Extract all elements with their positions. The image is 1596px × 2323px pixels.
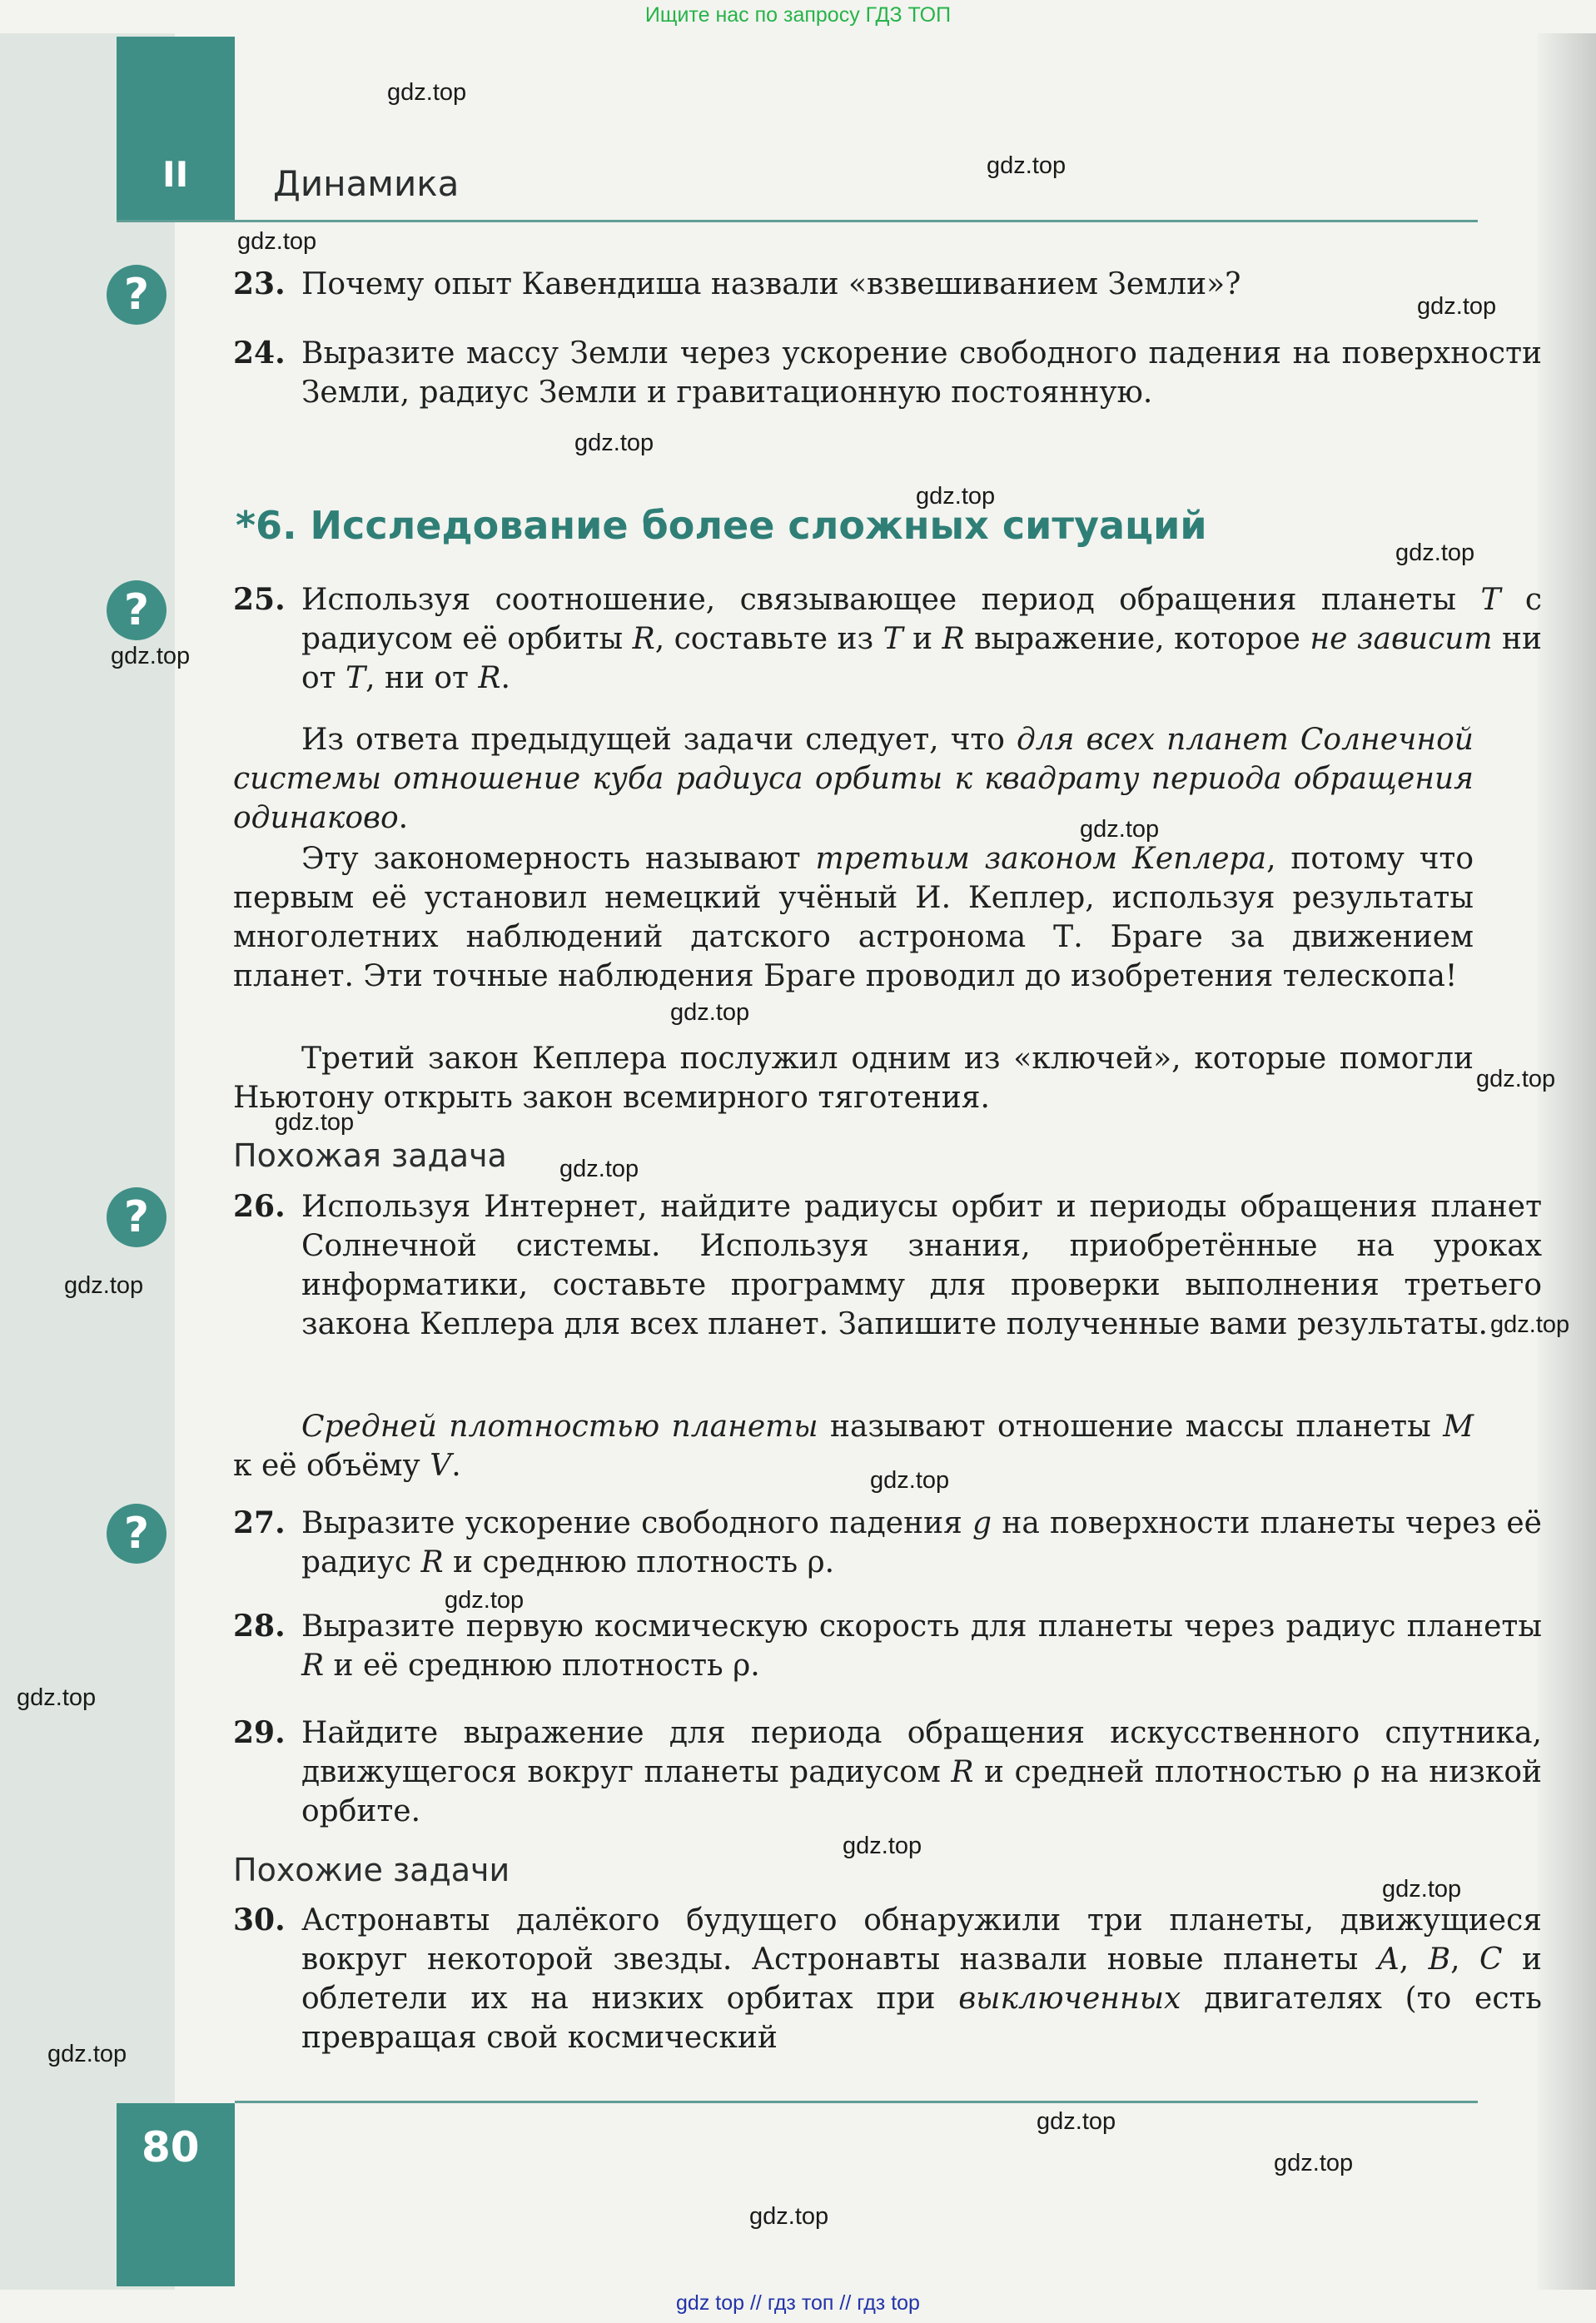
variable: g (972, 1506, 992, 1540)
watermark: gdz.top (916, 483, 996, 510)
watermark: gdz.top (987, 152, 1066, 179)
text-run: двигателях (то есть превращая свой космический (301, 1982, 1542, 2055)
variable: C (1479, 1942, 1503, 1977)
watermark: gdz.top (574, 430, 654, 456)
text-run: и (902, 622, 942, 656)
text-run: Эту закономерность называют (301, 842, 816, 876)
variable: B (1428, 1942, 1451, 1977)
text-run: , потому что первым её установил немецкий учёный И. Кеплер, используя результаты многолетних наблюдений датского астронома Т. Браге за движением планет. Эти точные наблюдения Браге проводил до изобретения телескопа! (233, 842, 1474, 993)
variable: R (478, 661, 501, 695)
task-28 (233, 1607, 1542, 1685)
text-run: ни от (301, 622, 1543, 695)
watermark: gdz.top (749, 2203, 829, 2230)
emphasis: выключенных (958, 1982, 1181, 2016)
text-run: Выразите первую космическую скорость для планеты через радиус планеты (301, 1609, 1542, 1644)
watermark: gdz.top (64, 1272, 144, 1299)
text-run: выражение, которое (964, 622, 1310, 656)
top-banner: Ищите нас по запросу ГДЗ ТОП (644, 3, 952, 27)
task-30 (233, 1901, 1542, 2057)
task-26 (233, 1187, 1542, 1344)
task-23 (233, 265, 1542, 304)
subhead-similar-task: Похожая задача (233, 1137, 507, 1174)
variable: R (951, 1755, 974, 1789)
task-25 (233, 580, 1542, 698)
text-run: , ни от (365, 661, 479, 695)
task-text: Почему опыт Кавендиша назвали «взвешиванием Земли»? (301, 267, 1241, 301)
subhead-similar-tasks: Похожие задачи (233, 1852, 510, 1888)
text-run: к её объёму (233, 1449, 430, 1483)
paragraph-conclusion (233, 720, 1474, 838)
footer-divider (235, 2101, 1478, 2103)
watermark: gdz.top (111, 643, 191, 669)
variable: M (1443, 1410, 1474, 1444)
task-29 (233, 1714, 1542, 1831)
variable: T (346, 661, 366, 695)
watermark: gdz.top (670, 999, 750, 1026)
watermark: gdz.top (237, 228, 317, 255)
text-run: Выразите ускорение свободного падения (301, 1506, 973, 1540)
text-run: , (1399, 1942, 1429, 1977)
task-24 (233, 334, 1542, 412)
section-title: *6. Исследование более сложных ситуаций (236, 503, 1207, 548)
watermark: gdz.top (1080, 816, 1160, 843)
watermark: gdz.top (1417, 293, 1497, 320)
page-edge-shadow (1538, 33, 1596, 2290)
text-run: и облетели их на низких орбитах при (301, 1942, 1543, 2016)
watermark: gdz.top (445, 1587, 525, 1614)
paragraph-key (233, 1039, 1474, 1117)
watermark: gdz.top (1490, 1311, 1570, 1338)
watermark: gdz.top (1382, 1876, 1462, 1903)
chapter-number: II (162, 154, 189, 195)
task-number: 26. (233, 1189, 286, 1224)
text-run: с радиусом её орбиты (301, 583, 1543, 656)
watermark: gdz.top (1274, 2150, 1354, 2176)
watermark: gdz.top (275, 1109, 355, 1136)
task-text: Используя Интернет, найдите радиусы орбит и периоды обращения планет Солнечной системы. Используя знания, приобретённые на уроках информатики, составьте программу для проверки выполнения третьего закона Кеплера для всех планет. Запишите полученные вами результаты. (301, 1190, 1542, 1341)
task-number: 27. (233, 1505, 286, 1540)
variable: T (1480, 583, 1501, 617)
variable: T (883, 622, 903, 656)
question-icon: ? (107, 1504, 167, 1564)
paragraph-density (233, 1407, 1474, 1485)
text-run: и её среднюю плотность ρ. (324, 1649, 760, 1683)
text-run: на поверхности планеты через её радиус (301, 1506, 1542, 1579)
watermark: gdz.top (47, 2041, 127, 2067)
left-margin-band (0, 33, 175, 2290)
watermark: gdz.top (387, 79, 467, 106)
question-icon: ? (107, 580, 167, 640)
task-text: Выразите массу Земли через ускорение свободного падения на поверхности Земли, радиус Земли и гравитационную постоянную. (301, 336, 1542, 410)
task-number: 24. (233, 336, 286, 371)
variable: R (942, 622, 965, 656)
paragraph-kepler (233, 839, 1474, 996)
text-run: Астронавты далёкого будущего обнаружили три планеты, движущиеся вокруг некоторой звезды. Астронавты назвали новые планеты (301, 1903, 1542, 1977)
watermark: gdz.top (843, 1833, 922, 1859)
text-run: и среднюю плотность ρ. (443, 1545, 835, 1579)
watermark: gdz.top (1476, 1066, 1556, 1092)
emphasis: Средней плотностью планеты (301, 1410, 818, 1444)
text-run: . (451, 1449, 461, 1483)
watermark: gdz.top (1037, 2108, 1116, 2135)
text-run: Третий закон Кеплера послужил одним из «ключей», которые помогли Ньютону открыть закон всемирного тяготения. (233, 1042, 1474, 1115)
text-run: . (398, 801, 409, 835)
text-run: Найдите выражение для периода обращения искусственного спутника, движущегося вокруг планеты радиусом (301, 1716, 1542, 1789)
task-number: 23. (233, 266, 286, 301)
page-title: Динамика (273, 163, 460, 204)
watermark: gdz.top (17, 1684, 97, 1711)
emphasis: не зависит (1310, 622, 1493, 656)
variable: A (1377, 1942, 1400, 1977)
task-number: 28. (233, 1609, 286, 1644)
variable: R (632, 622, 655, 656)
text-run: и средней плотностью ρ на низкой орбите. (301, 1755, 1542, 1828)
emphasis: для всех планет Солнечной системы отношение куба радиуса орбиты к квадрату периода обращения одинаково (233, 723, 1474, 835)
emphasis: третьим законом Кеплера (815, 842, 1267, 876)
task-number: 25. (233, 582, 286, 617)
watermark: gdz.top (1395, 540, 1475, 566)
question-icon: ? (107, 265, 167, 325)
task-number: 30. (233, 1903, 286, 1937)
variable: R (420, 1545, 444, 1579)
text-run: , (1450, 1942, 1480, 1977)
text-run: , составьте из (654, 622, 883, 656)
text-run: называют отношение массы планеты (818, 1410, 1444, 1444)
bottom-banner: gdz top // гдз топ // гдз top (676, 2291, 920, 2315)
question-icon: ? (107, 1187, 167, 1247)
page-number: 80 (142, 2123, 200, 2171)
watermark: gdz.top (870, 1467, 950, 1494)
watermark: gdz.top (559, 1156, 639, 1182)
text-run: Из ответа предыдущей задачи следует, что (301, 723, 1017, 757)
variable: R (301, 1649, 325, 1683)
text-run: Используя соотношение, связывающее период обращения планеты (301, 583, 1481, 617)
variable: V (430, 1449, 452, 1483)
text-run: . (500, 661, 510, 695)
task-number: 29. (233, 1715, 286, 1750)
task-27 (233, 1504, 1542, 1582)
header-divider (117, 220, 1478, 222)
